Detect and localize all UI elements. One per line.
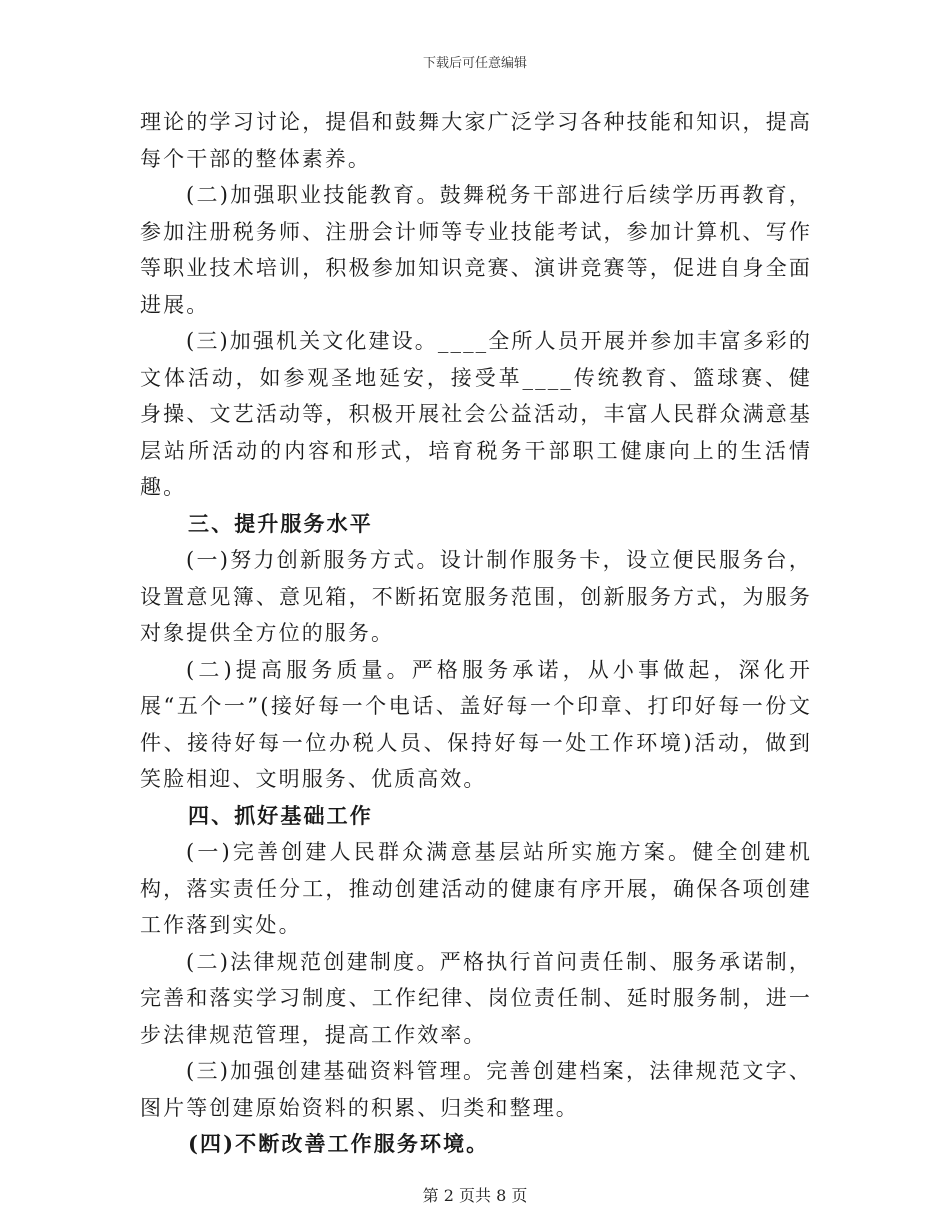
paragraph-organization-culture: (三)加强机关文化建设。____全所人员开展并参加丰富多彩的文体活动，如参观圣地延安，接受革____传统教育、篮球赛、健身操、文艺活动等，积极开展社会公益活动，丰富人民群众满意基层站所活动的内容和形式，培育税务干部职工健康向上的生活情趣。 <box>140 329 812 499</box>
paragraph-theory-study: 理论的学习讨论，提倡和鼓舞大家广泛学习各种技能和知识，提高每个干部的整体素养。 <box>140 110 812 171</box>
section-heading-basic-work: 四、抓好基础工作 <box>188 802 373 828</box>
paragraph-service-innovation: (一)努力创新服务方式。设计制作服务卡，设立便民服务台，设置意见簿、意见箱，不断拓宽服务范围，创新服务方式，为服务对象提供全方位的服务。 <box>140 548 812 645</box>
subsection-heading-environment: (四)不断改善工作服务环境。 <box>188 1131 490 1156</box>
paragraph-regulations: (二)法律规范创建制度。严格执行首问责任制、服务承诺制，完善和落实学习制度、工作纪律、岗位责任制、延时服务制，进一步法律规范管理，提高工作效率。 <box>140 949 812 1047</box>
section-heading-service-level: 三、提升服务水平 <box>188 510 373 536</box>
document-body <box>140 104 812 1163</box>
page-header: 下载后可任意编辑 <box>422 56 527 71</box>
page-number: 第 2 页共 8 页 <box>422 1186 528 1205</box>
paragraph-records-management: (三)加强创建基础资料管理。完善创建档案，法律规范文字、图片等创建原始资料的积累、归类和整理。 <box>140 1059 812 1120</box>
paragraph-implementation-plan: (一)完善创建人民群众满意基层站所实施方案。健全创建机构，落实责任分工，推动创建活动的健康有序开展，确保各项创建工作落到实处。 <box>140 840 812 937</box>
paragraph-service-quality: (二)提高服务质量。严格服务承诺，从小事做起，深化开展“五个一”(接好每一个电话、盖好每一个印章、打印好每一份文件、接待好每一位办税人员、保持好每一处工作环境)活动，做到笑脸相迎、文明服务、优质高效。 <box>140 657 812 791</box>
paragraph-vocational-education: (二)加强职业技能教育。鼓舞税务干部进行后续学历再教育，参加注册税务师、注册会计师等专业技能考试，参加计算机、写作等职业技术培训，积极参加知识竞赛、演讲竞赛等，促进自身全面进展。 <box>140 183 812 317</box>
